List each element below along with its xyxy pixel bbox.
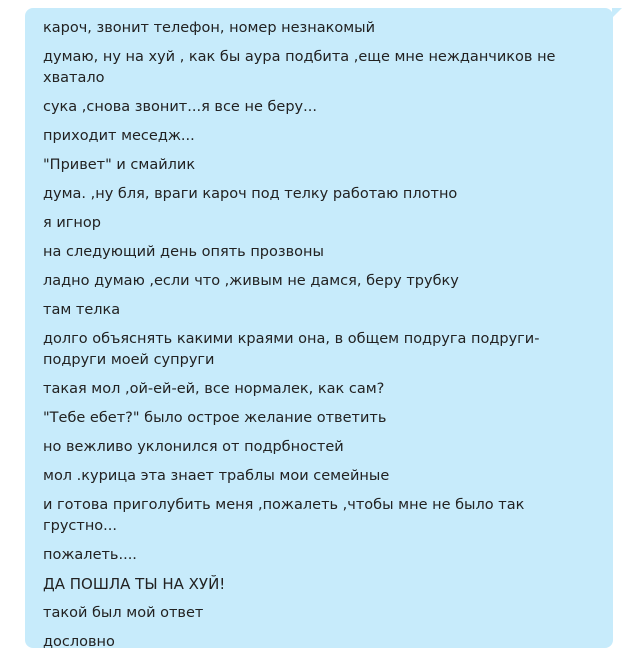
message-line: ладно думаю ,если что ,живым не дамся, беру трубку — [43, 273, 459, 289]
message-line: я игнор — [43, 215, 101, 231]
message-line: на следующий день опять прозвоны — [43, 244, 324, 260]
message-line: ДА ПОШЛА ТЫ НА ХУЙ! — [43, 575, 226, 593]
message-line: мол .курица эта знает траблы мои семейные — [43, 468, 390, 484]
message-line: но вежливо уклонился от подрбностей — [43, 439, 344, 455]
message-text — [43, 18, 599, 657]
message-line: такой был мой ответ — [43, 605, 204, 621]
message-line: там телка — [43, 302, 121, 318]
message-line: сука ,снова звонит...я все не беру... — [43, 99, 317, 115]
message-line: "Тебе ебет?" было острое желание ответить — [43, 410, 387, 426]
message-line: думаю, ну на хуй , как бы аура подбита ,еще мне нежданчиков не хватало — [43, 49, 556, 86]
message-line: такая мол ,ой-ей-ей, все нормалек, как сам? — [43, 381, 385, 397]
message-bubble — [25, 8, 613, 648]
message-line: приходит меседж... — [43, 128, 195, 144]
message-line: "Привет" и смайлик — [43, 157, 196, 173]
message-line: и готова приголубить меня ,пожалеть ,чтобы мне не было так грустно... — [43, 497, 525, 534]
message-line: дословно — [43, 634, 115, 650]
bubble-tail — [612, 8, 622, 18]
message-line: кароч, звонит телефон, номер незнакомый — [43, 20, 376, 36]
message-line: дума. ,ну бля, враги кароч под телку работаю плотно — [43, 186, 458, 202]
message-line: долго объяснять какими краями она, в общем подруга подруги-подруги моей супруги — [43, 331, 540, 368]
message-line: пожалеть.... — [43, 547, 137, 563]
